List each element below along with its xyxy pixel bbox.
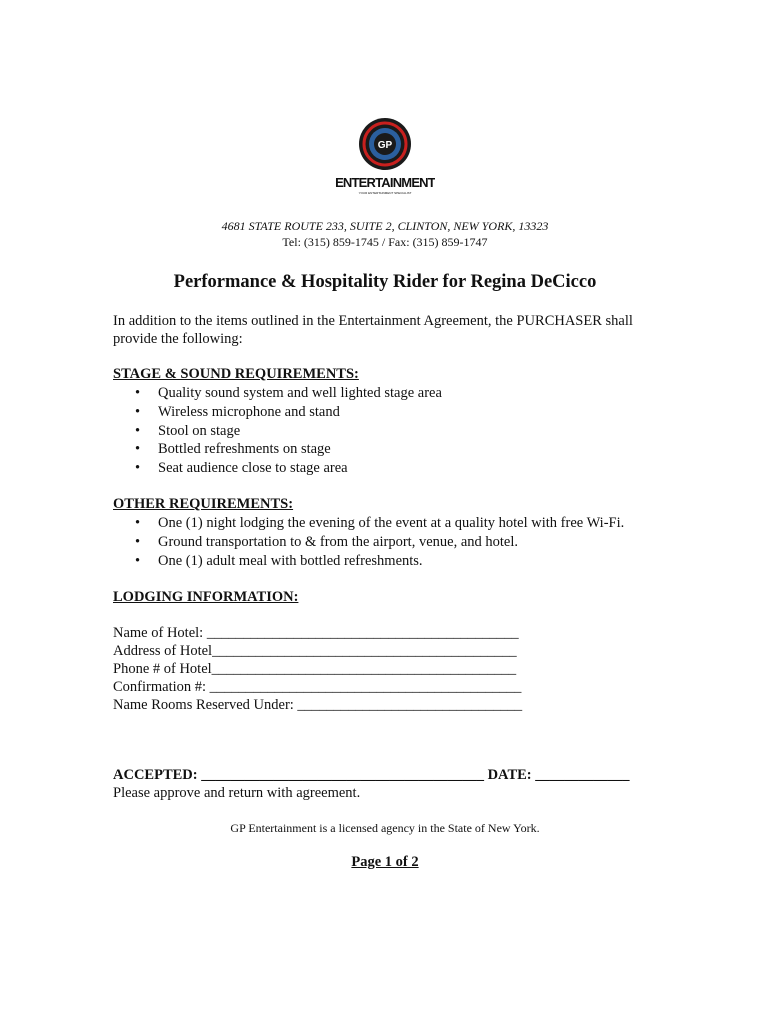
list-item: • Seat audience close to stage area — [113, 459, 442, 478]
logo-initials: GP — [377, 140, 393, 151]
list-item: • Wireless microphone and stand — [113, 403, 442, 422]
rooms-reserved-under-field[interactable]: Name Rooms Reserved Under: _______________________________ — [113, 697, 523, 713]
stage-requirements-list — [113, 384, 442, 478]
page-number: Page 1 of 2 — [351, 854, 419, 870]
stage-requirements-heading: STAGE & SOUND REQUIREMENTS: — [113, 366, 359, 382]
other-requirements-list — [113, 514, 624, 570]
list-item: • Bottled refreshments on stage — [113, 440, 442, 459]
list-item: • One (1) adult meal with bottled refreshments. — [113, 552, 624, 571]
company-contact: Tel: (315) 859-1745 / Fax: (315) 859-1747 — [282, 235, 488, 249]
lodging-fields — [113, 624, 522, 714]
document-title: Performance & Hospitality Rider for Regina DeCicco — [173, 272, 597, 292]
company-address: 4681 STATE ROUTE 233, SUITE 2, CLINTON, NEW YORK, 13323 — [221, 219, 549, 233]
approval-note: Please approve and return with agreement. — [113, 785, 361, 801]
hotel-phone-field[interactable]: Phone # of Hotel__________________________________________ — [113, 661, 517, 677]
license-note: GP Entertainment is a licensed agency in the State of New York. — [230, 821, 540, 835]
other-requirements-heading: OTHER REQUIREMENTS: — [113, 496, 294, 512]
list-item: • Quality sound system and well lighted stage area — [113, 384, 442, 403]
logo-wordmark: ENTERTAINMENT — [335, 175, 435, 190]
list-item: • One (1) night lodging the evening of the event at a quality hotel with free Wi-Fi. — [113, 514, 624, 533]
logo-tagline: YOUR ENTERTAINMENT SPECIALIST — [358, 191, 412, 195]
gp-entertainment-logo — [335, 116, 435, 198]
hotel-name-field[interactable]: Name of Hotel: ___________________________________________ — [113, 625, 519, 641]
accepted-signature-line[interactable]: ACCEPTED: _______________________________________ DATE: _____________ — [113, 767, 630, 783]
lodging-information-heading: LODGING INFORMATION: — [113, 589, 299, 605]
confirmation-number-field[interactable]: Confirmation #: ___________________________________________ — [113, 679, 522, 695]
list-item: • Ground transportation to & from the airport, venue, and hotel. — [113, 533, 624, 552]
list-item: • Stool on stage — [113, 422, 442, 441]
intro-paragraph: In addition to the items outlined in the Entertainment Agreement, the PURCHASER shall provide the following: — [113, 313, 633, 347]
hotel-address-field[interactable]: Address of Hotel__________________________________________ — [113, 643, 517, 659]
